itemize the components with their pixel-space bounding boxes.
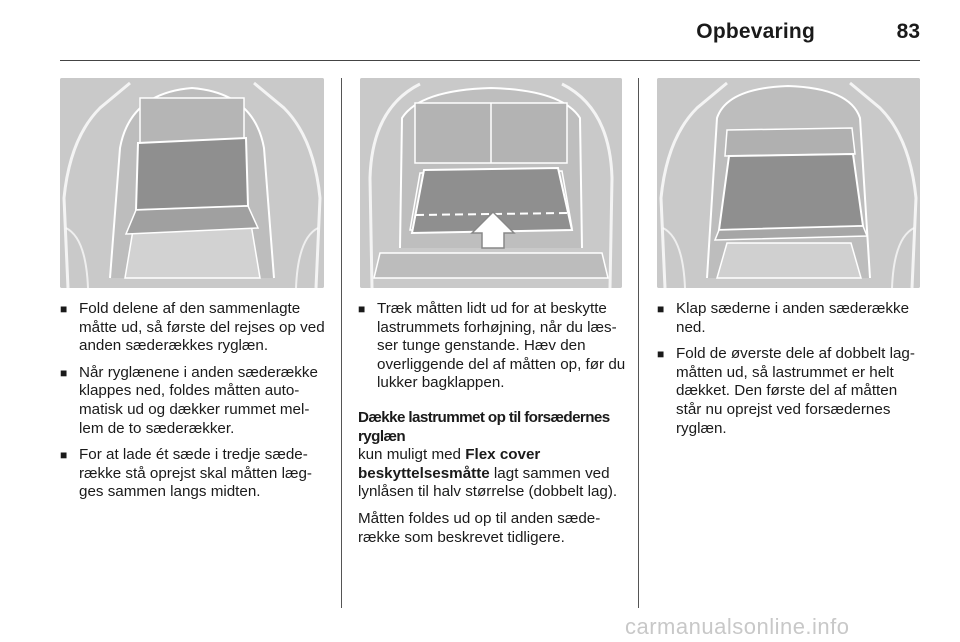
bullet-square-icon: ■ — [60, 365, 68, 380]
list-item: ■ For at lade ét sæde i tredje sæde- række stå oprejst skal måtten læg- ges sammen langs midten. — [60, 446, 312, 501]
bullet-square-icon: ■ — [657, 347, 665, 362]
watermark: carmanualsonline.info — [625, 614, 850, 639]
bullet-square-icon: ■ — [358, 302, 366, 316]
list-item: ■ Når ryglænene i anden sæderække klappes ned, foldes måtten auto- matisk ud og dækker rummet mel- lem de to sæderækker. — [60, 363, 318, 437]
page-number: 83 — [896, 20, 920, 43]
list-item: ■ Fold delene af den sammenlagte måtte ud, så første del rejses op ved anden sæderækkes ryglæn. — [60, 300, 325, 355]
list-item: ■ Træk måtten lidt ud for at beskytte lastrummets forhøjning, når du læs- ser tunge genstande. Hæv den overliggende del af måtten op, før du lukker bagklappen. — [358, 300, 626, 392]
paragraph: kun muligt med Flex cover beskyttelsesmåtte lagt sammen ved lynlåsen til halv størrelse (dobbelt lag). — [358, 446, 618, 501]
list-item: ■ Klap sæderne i anden sæderække ned. — [657, 300, 910, 336]
column-2-text — [358, 300, 626, 555]
column-3-text — [657, 300, 925, 446]
list-item: ■ Fold de øverste dele af dobbelt lag- måtten ud, så lastrummet er helt dækket. Den første del af måtten står nu oprejst ved forsædernes ryglæn. — [657, 345, 915, 437]
bullet-square-icon: ■ — [60, 448, 68, 463]
bullet-square-icon: ■ — [60, 302, 68, 316]
header-rule — [60, 60, 920, 61]
section-heading: Dække lastrummet op til forsædernes ryglæn — [358, 408, 610, 445]
page-title: Opbevaring — [696, 20, 815, 43]
paragraph: Måtten foldes ud op til anden sæde- række som beskrevet tidligere. — [358, 509, 601, 546]
illustration-mat-pulled — [360, 78, 622, 288]
illustration-mat-raised — [60, 78, 324, 288]
column-divider — [638, 78, 639, 608]
illustration-mat-covering — [657, 78, 920, 288]
column-divider — [341, 78, 342, 608]
column-1-text — [60, 300, 328, 510]
bullet-square-icon: ■ — [657, 302, 665, 316]
